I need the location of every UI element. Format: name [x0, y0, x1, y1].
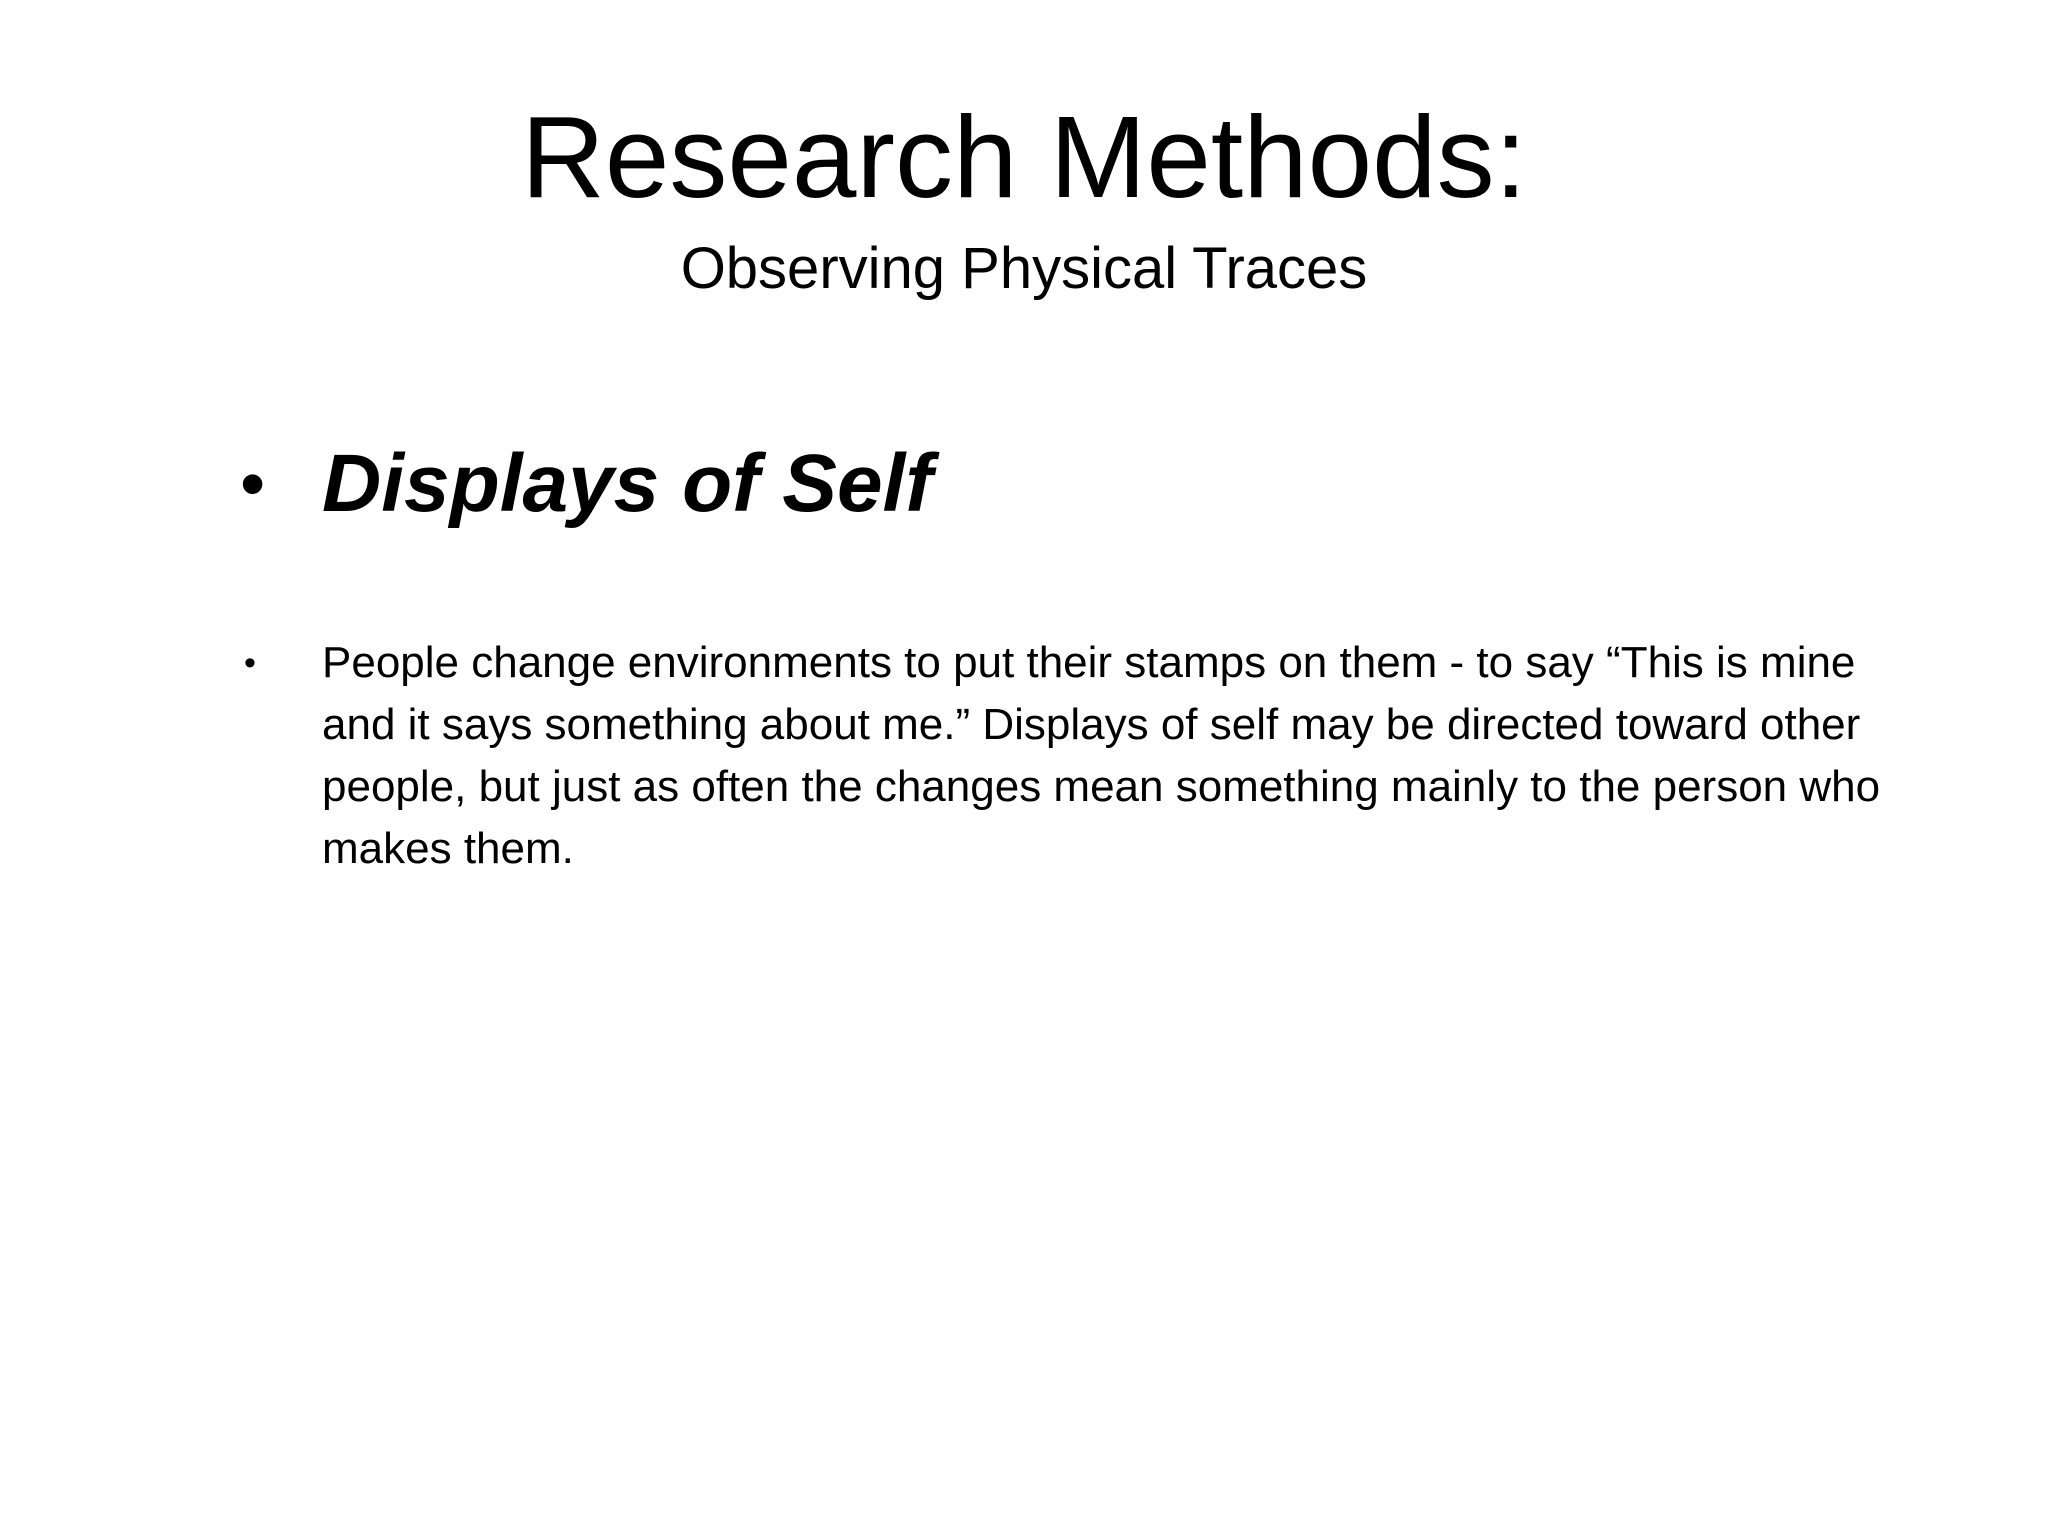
bullet-body-text: People change environments to put their stamps on them - to say “This is mine and it says something about me.” Displays of self may be directed toward other people, but just as often the changes mean something mainly to the person who makes them. — [322, 638, 1881, 873]
slide-title: Research Methods: — [521, 92, 1527, 222]
slide-subtitle: Observing Physical Traces — [680, 236, 1368, 301]
bullet-icon: • — [244, 644, 256, 682]
bullet-icon: • — [240, 444, 266, 524]
bullet-heading-text: Displays of Self — [322, 438, 933, 529]
